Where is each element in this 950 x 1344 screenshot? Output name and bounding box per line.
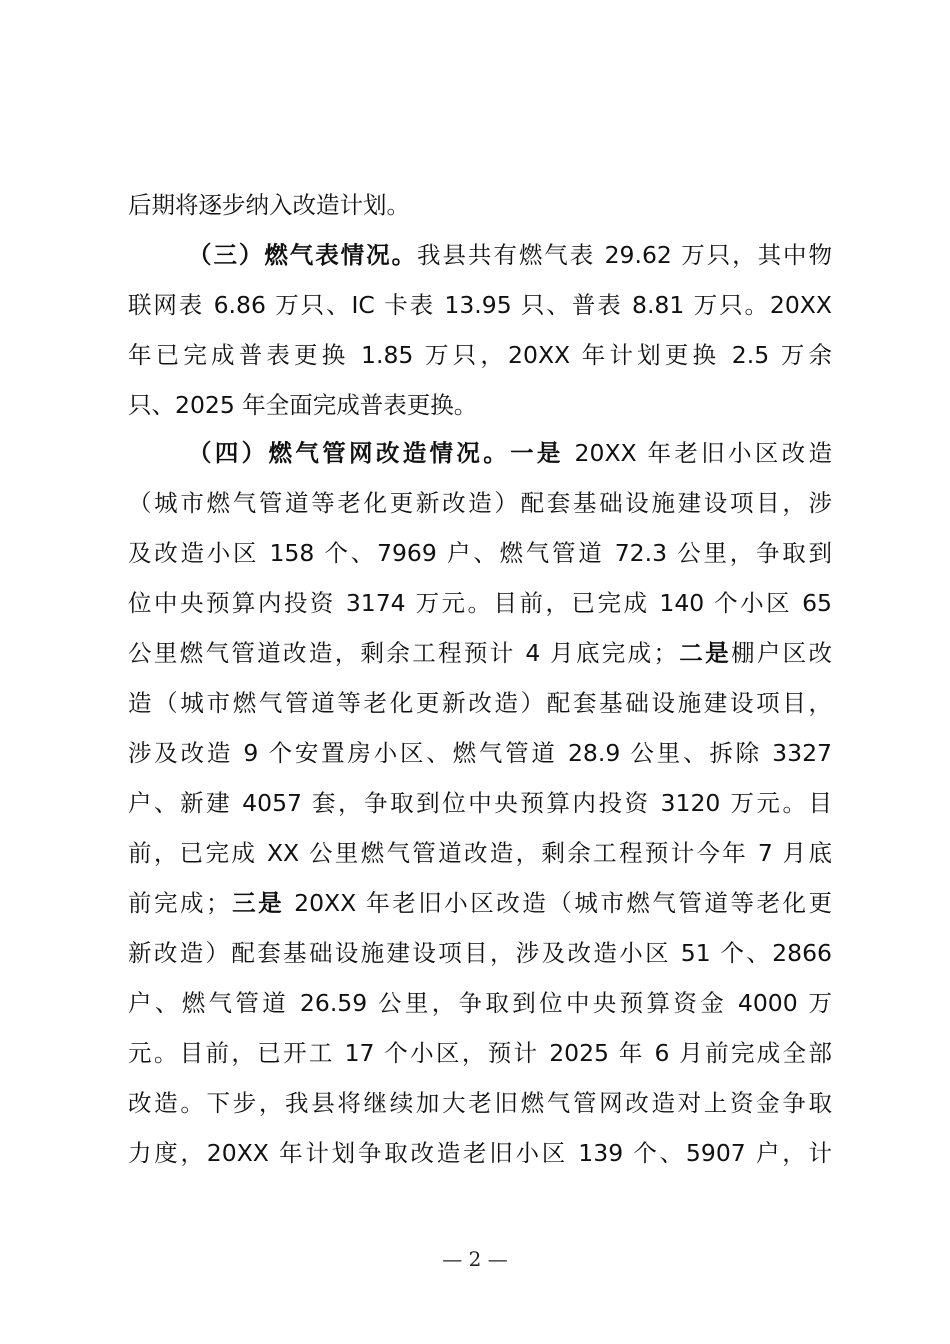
text: 公里燃气管道改造，剩余工程预计 4 月底完成； bbox=[128, 639, 677, 667]
section-heading-line bbox=[188, 438, 832, 468]
text-line bbox=[128, 738, 832, 768]
text-line bbox=[128, 340, 832, 370]
text: 户、燃气管道 26.59 公里，争取到位中央预算资金 4000 万 bbox=[128, 989, 832, 1017]
text-line bbox=[128, 1138, 832, 1168]
text-line bbox=[128, 390, 832, 420]
text: 力度，20XX 年计划争取改造老旧小区 139 个、5907 户，计 bbox=[128, 1139, 832, 1167]
text: 造（城市燃气管道等老化更新改造）配套基础设施建设项目， bbox=[128, 689, 832, 717]
text-line bbox=[128, 838, 832, 868]
text: 改造。下步，我县将继续加大老旧燃气管网改造对上资金争取 bbox=[128, 1089, 832, 1117]
text: 年已完成普表更换 1.85 万只，20XX 年计划更换 2.5 万余 bbox=[128, 341, 832, 369]
text-line bbox=[128, 1038, 832, 1068]
text-line bbox=[128, 938, 832, 968]
text: 位中央预算内投资 3174 万元。目前，已完成 140 个小区 65 bbox=[128, 589, 832, 617]
text: 20XX 年老旧小区改造 bbox=[563, 439, 833, 467]
bold-marker: 二是 bbox=[676, 639, 731, 667]
text: 元。目前，已开工 17 个小区，预计 2025 年 6 月前完成全部 bbox=[128, 1039, 832, 1067]
text-line bbox=[128, 988, 832, 1018]
text: 涉及改造 9 个安置房小区、燃气管道 28.9 公里、拆除 3327 bbox=[128, 739, 832, 767]
text: 户、新建 4057 套，争取到位中央预算内投资 3120 万元。目 bbox=[128, 789, 832, 817]
text-line bbox=[128, 638, 832, 668]
text-line bbox=[128, 588, 832, 618]
text-line bbox=[128, 488, 832, 518]
text-line bbox=[128, 190, 832, 220]
text: 棚户区改 bbox=[730, 639, 832, 667]
text: 及改造小区 158 个、7969 户、燃气管道 72.3 公里，争取到 bbox=[128, 539, 832, 567]
text: 后期将逐步纳入改造计划。 bbox=[128, 191, 410, 219]
text: 前，已完成 XX 公里燃气管道改造，剩余工程预计今年 7 月底 bbox=[128, 839, 832, 867]
section-heading: （四）燃气管网改造情况。一是 bbox=[188, 439, 564, 467]
text: 只、2025 年全面完成普表更换。 bbox=[128, 391, 478, 419]
section-heading-line bbox=[188, 240, 832, 270]
bold-marker: 三是 bbox=[229, 889, 285, 917]
text: 20XX 年老旧小区改造（城市燃气管道等老化更 bbox=[284, 889, 833, 917]
page-number: — 2 — bbox=[442, 1247, 508, 1271]
text: 联网表 6.86 万只、IC 卡表 13.95 只、普表 8.81 万只。20XX bbox=[128, 291, 832, 319]
text-line bbox=[128, 788, 832, 818]
text: 我县共有燃气表 29.62 万只，其中物 bbox=[417, 241, 833, 269]
text: 前完成； bbox=[128, 889, 230, 917]
text-line bbox=[128, 290, 832, 320]
text-line bbox=[128, 1088, 832, 1118]
text: 新改造）配套基础设施建设项目，涉及改造小区 51 个、2866 bbox=[128, 939, 832, 967]
section-heading: （三）燃气表情况。 bbox=[188, 241, 418, 269]
text-line bbox=[128, 538, 832, 568]
text-line bbox=[128, 888, 832, 918]
text-line bbox=[128, 688, 832, 718]
text: （城市燃气管道等老化更新改造）配套基础设施建设项目，涉 bbox=[128, 489, 832, 517]
